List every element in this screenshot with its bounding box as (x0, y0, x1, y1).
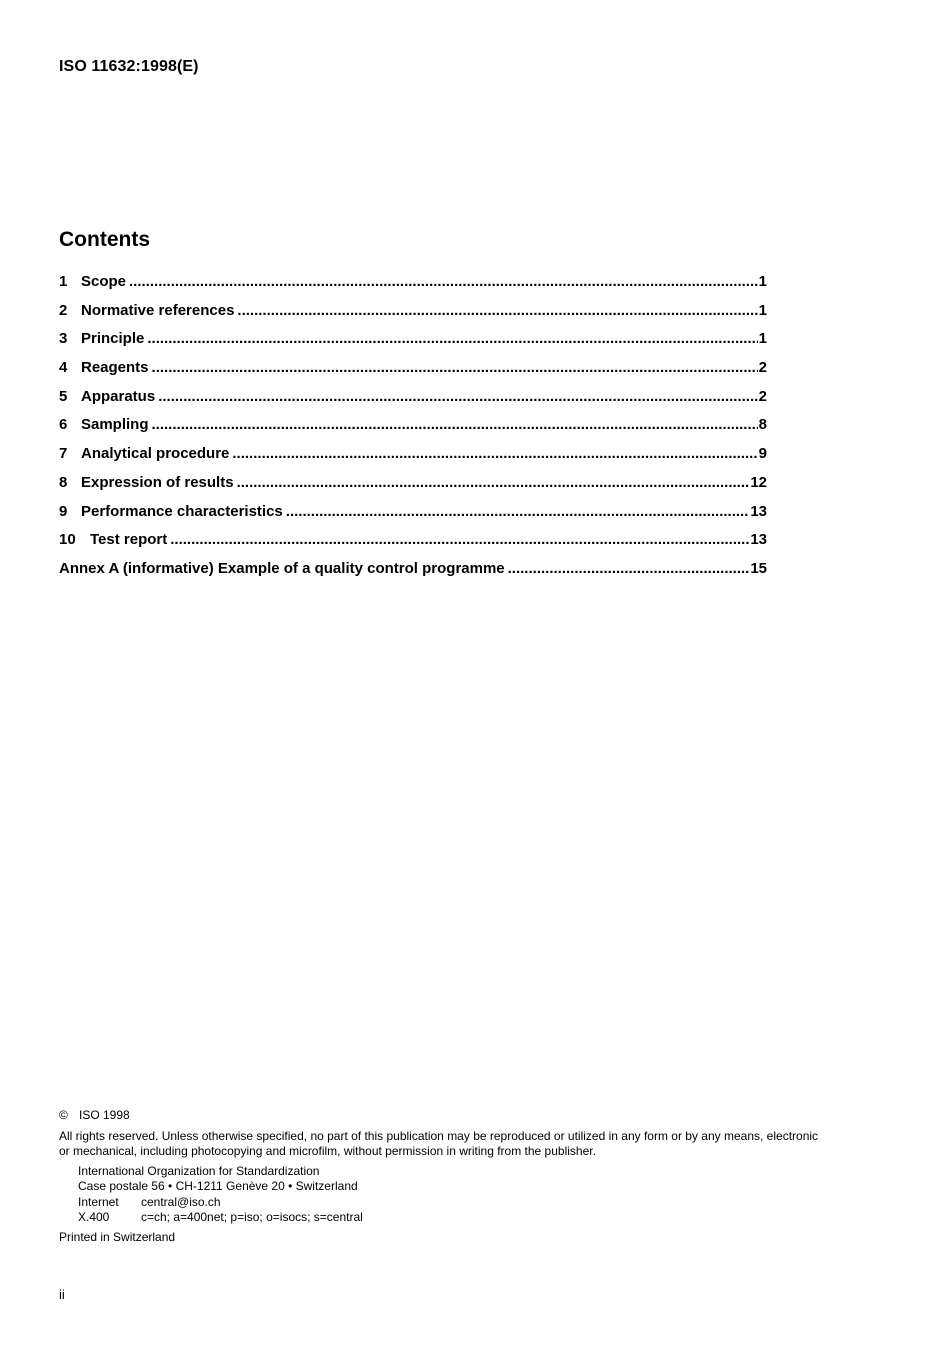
toc-entry-title: Normative references (81, 301, 235, 319)
toc-entry-title: Test report (90, 531, 168, 549)
internet-label: Internet (78, 1194, 119, 1209)
toc-entry-page: 12 (750, 473, 767, 491)
toc-dot-leader (152, 416, 758, 433)
toc-entry-title: Principle (81, 330, 145, 348)
document-id: ISO 11632:1998(E) (59, 58, 199, 75)
toc-entry-title: Reagents (81, 359, 149, 377)
toc-entry-title: Sampling (81, 416, 149, 434)
org-name: International Organization for Standardization (78, 1163, 320, 1178)
toc-entry-title: Analytical procedure (81, 445, 230, 463)
toc-dot-leader (286, 503, 750, 520)
toc-dot-leader (237, 474, 750, 491)
toc-entry-number: 6 (59, 416, 68, 434)
toc-entry-performance-characteristics[interactable] (59, 503, 767, 532)
toc-entry-apparatus[interactable] (59, 388, 767, 417)
toc-entry-page: 13 (750, 502, 767, 520)
toc-entry-normative-references[interactable] (59, 302, 767, 331)
contents-heading: Contents (59, 228, 150, 251)
toc-entry-analytical-procedure[interactable] (59, 445, 767, 474)
toc-entry-page: 1 (758, 273, 767, 290)
copyright-symbol: © (59, 1108, 68, 1122)
copyright-line (59, 1108, 889, 1124)
toc-entry-annex-a[interactable] (59, 560, 767, 589)
toc-entry-page: 1 (758, 301, 767, 319)
toc-entry-page: 13 (750, 531, 767, 549)
toc-entry-page: 9 (758, 445, 767, 463)
toc-entry-page: 1 (758, 330, 767, 348)
toc-entry-test-report[interactable] (59, 531, 767, 560)
toc-entry-number: 4 (59, 359, 68, 377)
rights-line-1: All rights reserved. Unless otherwise specified, no part of this publication may be reproduced or utilized in any form or by any means, electronic (59, 1128, 819, 1143)
toc-entry-number: 8 (59, 473, 68, 491)
toc-entry-sampling[interactable] (59, 416, 767, 445)
toc-entry-expression-of-results[interactable] (59, 474, 767, 503)
x400-label: X.400 (78, 1210, 110, 1224)
rights-statement (59, 1129, 889, 1160)
copyright-text: ISO 1998 (79, 1108, 130, 1122)
toc-entry-scope[interactable] (59, 273, 767, 302)
toc-entry-page: 8 (758, 416, 767, 434)
toc-dot-leader (152, 359, 758, 376)
toc-dot-leader (158, 388, 757, 405)
toc-entry-number: 3 (59, 330, 68, 348)
internet-contact (78, 1195, 889, 1211)
toc-dot-leader (129, 273, 758, 290)
table-of-contents (59, 273, 767, 589)
toc-entry-reagents[interactable] (59, 359, 767, 388)
toc-entry-principle[interactable] (59, 330, 767, 359)
toc-entry-title: Expression of results (81, 473, 234, 491)
toc-entry-page: 2 (758, 359, 767, 377)
page-number: ii (59, 1287, 65, 1302)
toc-entry-number: 9 (59, 502, 68, 520)
toc-dot-leader (508, 560, 750, 577)
toc-entry-page: 15 (750, 559, 767, 577)
toc-entry-number: 7 (59, 445, 68, 463)
internet-email-link[interactable]: central@iso.ch (141, 1194, 221, 1209)
x400-contact (78, 1210, 889, 1226)
toc-entry-number: 5 (59, 387, 68, 405)
toc-dot-leader (147, 330, 757, 347)
toc-entry-number: 1 (59, 273, 68, 290)
org-postal-address: Case postale 56 • CH-1211 Genève 20 • Switzerland (78, 1179, 358, 1193)
rights-line-2: or mechanical, including photocopying and microfilm, without permission in writing from the publisher. (59, 1144, 596, 1158)
copyright-notice (59, 1108, 889, 1245)
toc-entry-title: Scope (81, 273, 127, 290)
printed-in: Printed in Switzerland (59, 1229, 176, 1244)
toc-entry-title: Performance characteristics (81, 502, 283, 520)
x400-address: c=ch; a=400net; p=iso; o=isocs; s=central (141, 1210, 363, 1224)
toc-entry-number: 2 (59, 301, 68, 319)
toc-entry-title: Annex A (informative) Example of a quality control programme (59, 559, 505, 577)
toc-dot-leader (170, 531, 749, 548)
toc-entry-page: 2 (758, 387, 767, 405)
toc-dot-leader (232, 445, 757, 462)
toc-dot-leader (237, 302, 757, 319)
toc-entry-number: 10 (59, 531, 76, 549)
toc-entry-title: Apparatus (81, 387, 156, 405)
publisher-address (59, 1164, 889, 1226)
